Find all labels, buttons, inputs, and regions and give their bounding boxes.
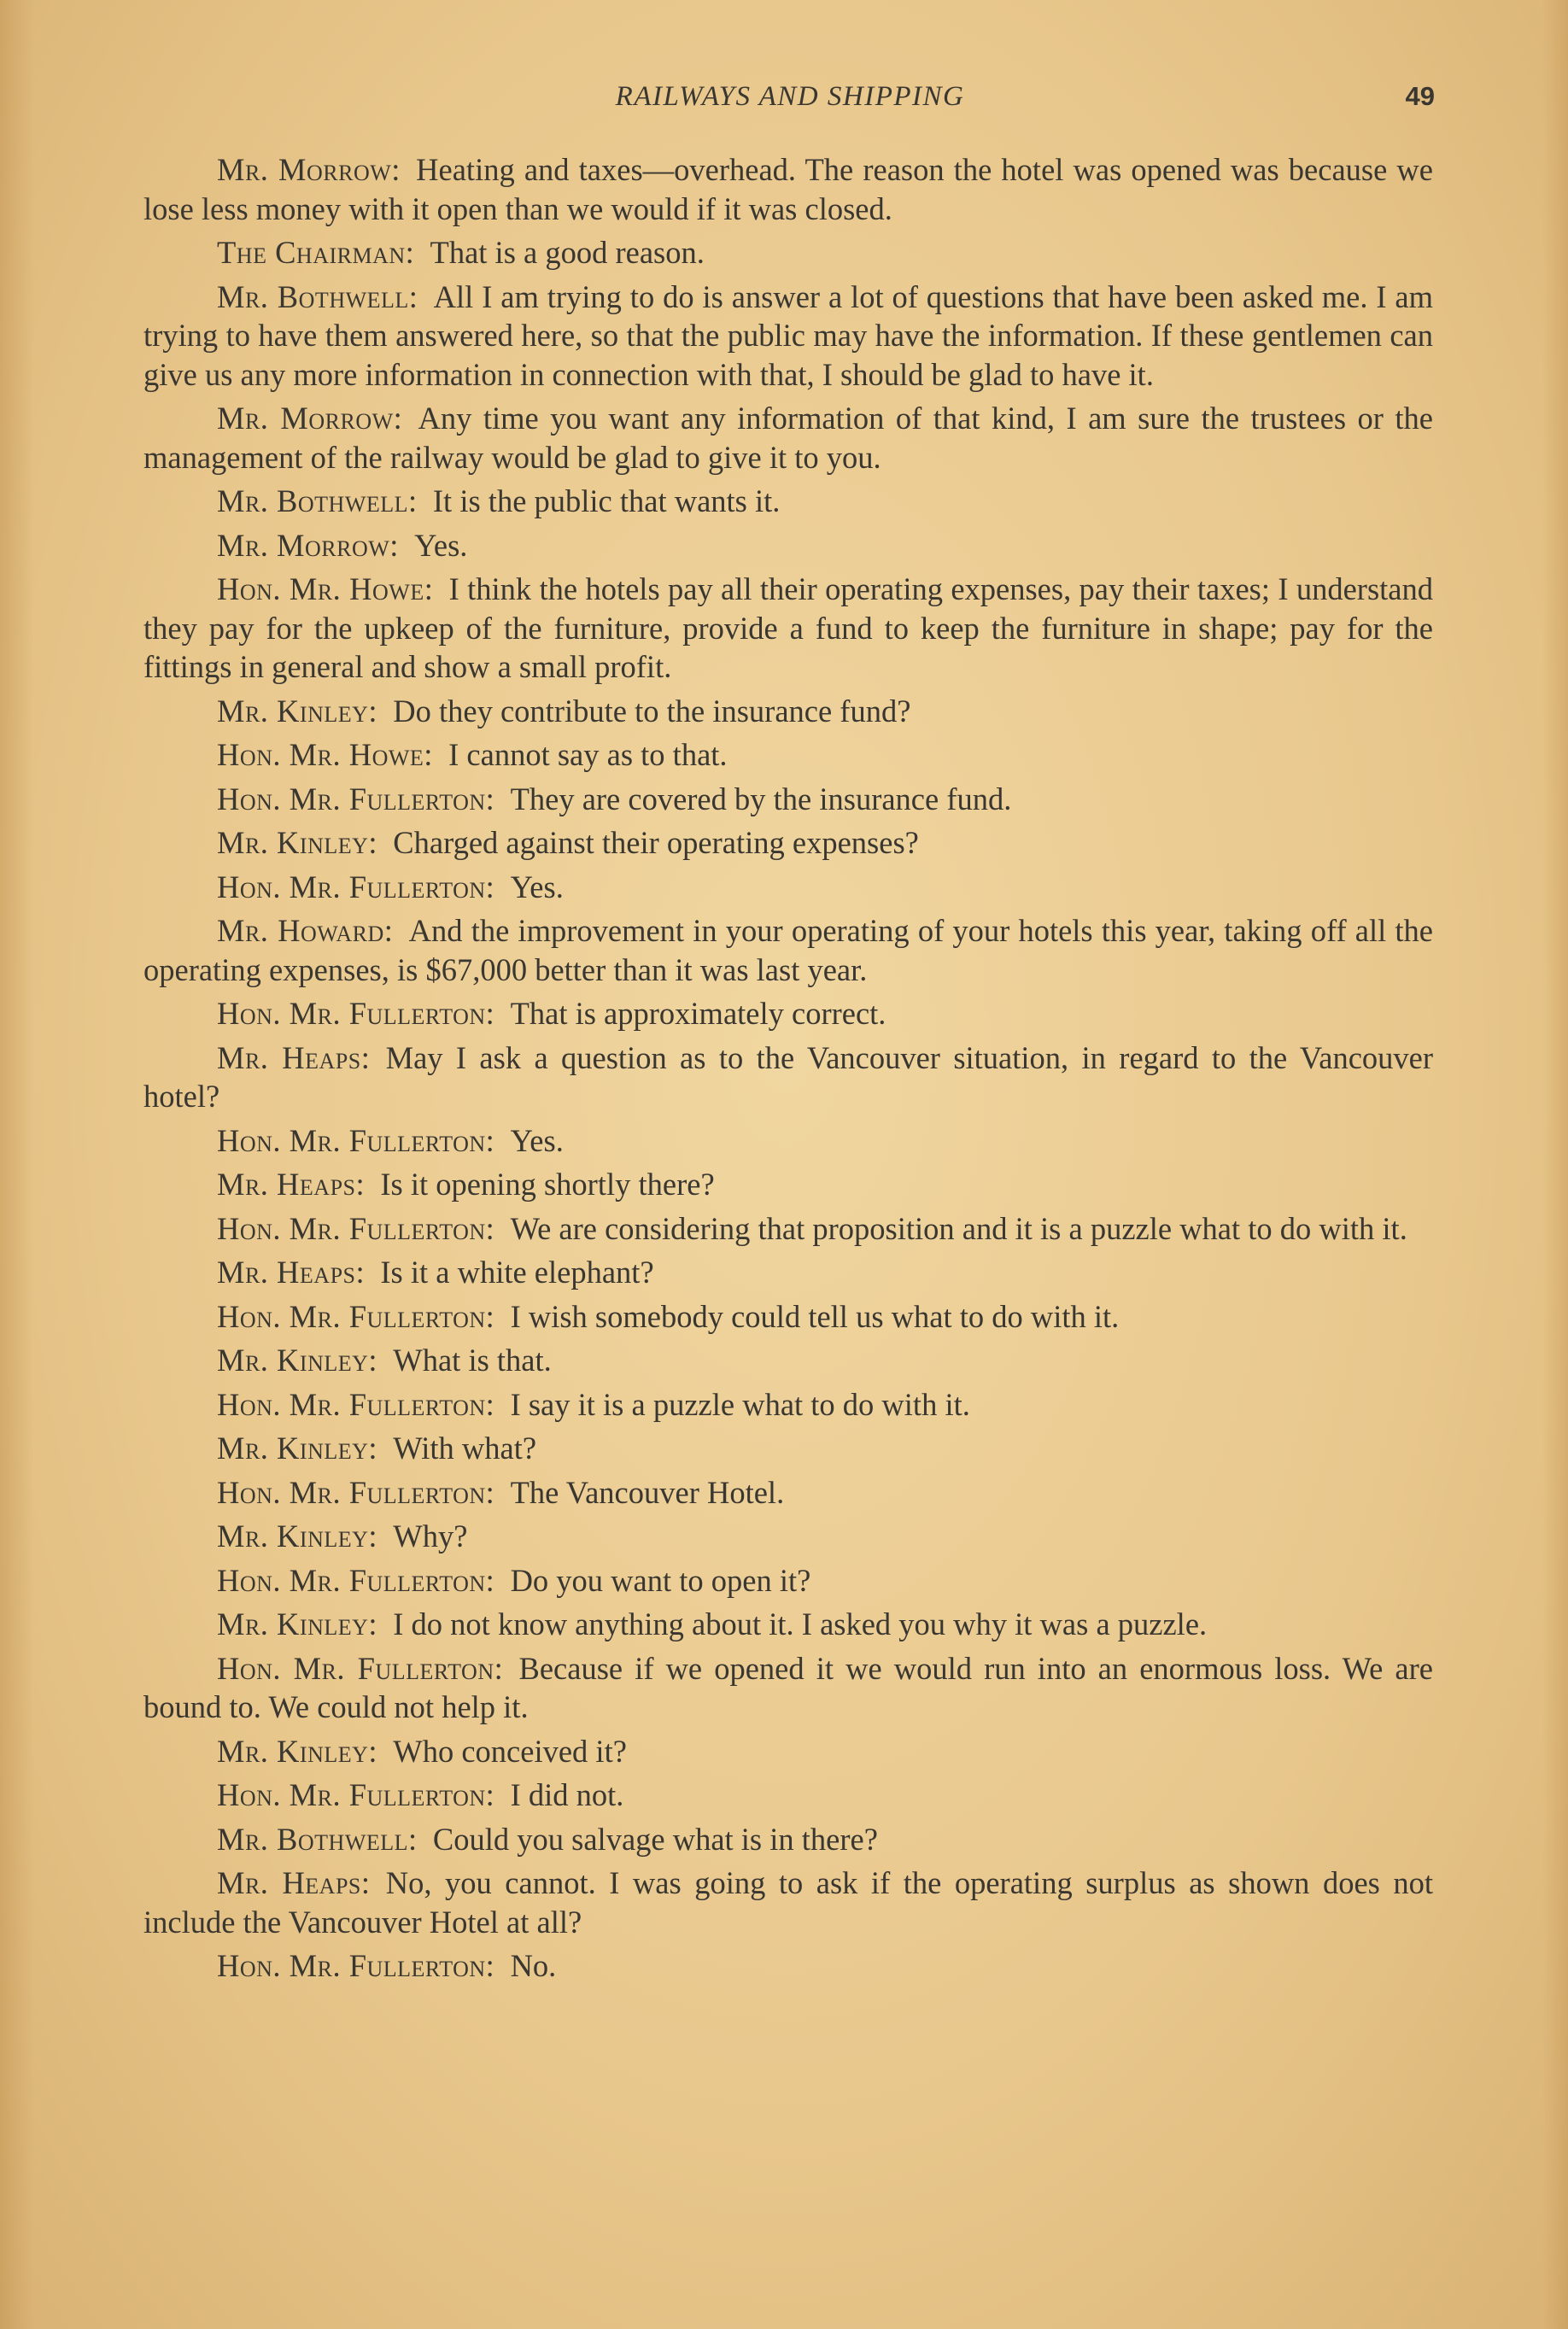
speech-text: Any time you want any information of that kind, I am sure the trustees or the management of the railway would be glad to give it to you. xyxy=(143,401,1434,475)
transcript-paragraph xyxy=(143,278,1433,395)
speaker-name: Mr. Kinley: xyxy=(217,1733,378,1769)
transcript-paragraph xyxy=(143,482,1433,521)
transcript-paragraph xyxy=(143,1209,1433,1249)
running-title: RAILWAYS AND SHIPPING xyxy=(615,81,965,112)
speech-text: I wish somebody could tell us what to do with it. xyxy=(510,1298,1120,1334)
speech-text: They are covered by the insurance fund. xyxy=(510,781,1012,816)
speaker-name: Mr. Kinley: xyxy=(217,1519,378,1554)
transcript-body xyxy=(143,150,1433,1991)
speaker-name: Hon. Mr. Fullerton: xyxy=(217,1777,495,1812)
page-edge-shadow-left xyxy=(0,0,34,2329)
transcript-paragraph xyxy=(143,692,1433,731)
page-edge-shadow-right xyxy=(1542,0,1568,2329)
speech-text: I think the hotels pay all their operating expenses, pay their taxes; I understand they pay for the upkeep of the furniture, provide a fund to keep the furniture in shape; pay for the fittings in general and show a small profit. xyxy=(143,571,1434,684)
transcript-paragraph xyxy=(143,1121,1433,1161)
speech-text: I do not know anything about it. I asked you why it was a puzzle. xyxy=(393,1606,1208,1641)
speech-text: What is that. xyxy=(393,1343,552,1378)
transcript-paragraph xyxy=(143,911,1433,989)
speech-text: May I ask a question as to the Vancouver situation, in regard to the Vancouver hotel? xyxy=(143,1039,1433,1114)
transcript-paragraph xyxy=(143,1341,1433,1380)
transcript-paragraph xyxy=(143,399,1433,477)
speaker-name: Mr. Bothwell: xyxy=(217,1821,418,1857)
transcript-paragraph xyxy=(143,233,1433,272)
speech-text: Yes. xyxy=(510,869,564,904)
speaker-name: Mr. Morrow: xyxy=(217,152,401,187)
transcript-paragraph xyxy=(143,1864,1433,1941)
transcript-paragraph xyxy=(143,1473,1433,1513)
speech-text: It is the public that wants it. xyxy=(432,483,781,518)
speech-text: Could you salvage what is in there? xyxy=(432,1821,878,1857)
speech-text: The Vancouver Hotel. xyxy=(510,1474,785,1510)
speaker-name: Hon. Mr. Fullerton: xyxy=(217,1122,495,1158)
speaker-name: Mr. Heaps: xyxy=(217,1039,371,1075)
speaker-name: Mr. Howard: xyxy=(217,913,394,948)
transcript-paragraph xyxy=(143,735,1433,775)
speech-text: No, you cannot. I was going to ask if the operating surplus as shown does not include the Vancouver Hotel at all? xyxy=(143,1865,1434,1940)
speaker-name: Hon. Mr. Fullerton: xyxy=(217,1650,504,1686)
transcript-paragraph xyxy=(143,1385,1433,1425)
transcript-paragraph xyxy=(143,1253,1433,1292)
speaker-name: Hon. Mr. Fullerton: xyxy=(217,996,495,1031)
speaker-name: Hon. Mr. Fullerton: xyxy=(217,1948,495,1983)
transcript-paragraph xyxy=(143,570,1433,687)
transcript-paragraph xyxy=(143,526,1433,565)
transcript-paragraph xyxy=(143,1776,1433,1815)
speech-text: Who conceived it? xyxy=(393,1733,627,1769)
transcript-paragraph xyxy=(143,868,1433,907)
speaker-name: Hon. Mr. Fullerton: xyxy=(217,1298,495,1334)
speaker-name: Hon. Mr. Fullerton: xyxy=(217,869,495,904)
transcript-paragraph xyxy=(143,1429,1433,1468)
speaker-name: Hon. Mr. Fullerton: xyxy=(217,1210,495,1246)
speech-text: Charged against their operating expenses? xyxy=(393,825,919,860)
speaker-name: Mr. Kinley: xyxy=(217,1431,378,1466)
transcript-paragraph xyxy=(143,823,1433,863)
transcript-paragraph xyxy=(143,1165,1433,1204)
speaker-name: Mr. Kinley: xyxy=(217,693,378,729)
speech-text: I cannot say as to that. xyxy=(448,737,728,772)
speech-text: Why? xyxy=(393,1519,468,1554)
speech-text: That is approximately correct. xyxy=(510,996,886,1031)
speaker-name: Hon. Mr. Fullerton: xyxy=(217,1474,495,1510)
transcript-paragraph xyxy=(143,994,1433,1033)
transcript-paragraph xyxy=(143,1820,1433,1859)
speaker-name: Hon. Mr. Fullerton: xyxy=(217,781,495,816)
transcript-paragraph xyxy=(143,1605,1433,1644)
speech-text: Do they contribute to the insurance fund? xyxy=(393,693,911,729)
speech-text: Because if we opened it we would run into an enormous loss. We are bound to. We could not help it. xyxy=(143,1650,1433,1724)
transcript-paragraph xyxy=(143,1649,1433,1727)
speech-text: Heating and taxes—overhead. The reason the hotel was opened was because we lose less money with it open than we would if it was closed. xyxy=(143,152,1433,226)
transcript-paragraph xyxy=(143,1517,1433,1556)
speaker-name: Mr. Bothwell: xyxy=(217,483,418,518)
speaker-name: Mr. Heaps: xyxy=(217,1167,366,1202)
speech-text: And the improvement in your operating of your hotels this year, taking off all the operating expenses, is $67,000 better than it was last year. xyxy=(143,913,1433,987)
speech-text: I say it is a puzzle what to do with it. xyxy=(510,1386,970,1422)
speech-text: Yes. xyxy=(510,1122,564,1158)
speech-text: Yes. xyxy=(414,527,468,563)
speech-text: We are considering that proposition and it is a puzzle what to do with it. xyxy=(510,1210,1407,1246)
transcript-paragraph xyxy=(143,780,1433,819)
speaker-name: Mr. Bothwell: xyxy=(217,278,418,314)
speaker-name: Mr. Heaps: xyxy=(217,1255,366,1290)
transcript-paragraph xyxy=(143,1297,1433,1337)
page-number: 49 xyxy=(1405,81,1435,111)
speaker-name: Mr. Kinley: xyxy=(217,1606,378,1641)
speech-text: All I am trying to do is answer a lot of questions that have been asked me. I am trying to have them answered here, so that the public may have the information. If these gentlemen can give us any more information in connection with that, I should be glad to have it. xyxy=(143,278,1433,392)
speaker-name: Mr. Kinley: xyxy=(217,1343,378,1378)
speaker-name: Mr. Heaps: xyxy=(217,1865,371,1900)
speech-text: No. xyxy=(510,1948,557,1983)
transcript-paragraph xyxy=(143,1946,1433,1986)
speech-text: That is a good reason. xyxy=(430,235,705,270)
transcript-paragraph xyxy=(143,1039,1433,1116)
transcript-paragraph xyxy=(143,1561,1433,1600)
speaker-name: The Chairman: xyxy=(217,235,415,270)
speaker-name: Hon. Mr. Fullerton: xyxy=(217,1562,495,1598)
transcript-paragraph xyxy=(143,150,1433,228)
transcript-paragraph xyxy=(143,1732,1433,1771)
speaker-name: Hon. Mr. Fullerton: xyxy=(217,1386,495,1422)
speaker-name: Hon. Mr. Howe: xyxy=(217,737,433,772)
speech-text: With what? xyxy=(393,1431,537,1466)
speech-text: Is it a white elephant? xyxy=(380,1255,654,1290)
speaker-name: Hon. Mr. Howe: xyxy=(217,571,434,606)
speech-text: Do you want to open it? xyxy=(510,1562,811,1598)
speech-text: I did not. xyxy=(510,1777,624,1812)
speech-text: Is it opening shortly there? xyxy=(380,1167,715,1202)
speaker-name: Mr. Morrow: xyxy=(217,401,403,436)
page-header xyxy=(145,81,1435,124)
speaker-name: Mr. Kinley: xyxy=(217,825,378,860)
speaker-name: Mr. Morrow: xyxy=(217,527,399,563)
